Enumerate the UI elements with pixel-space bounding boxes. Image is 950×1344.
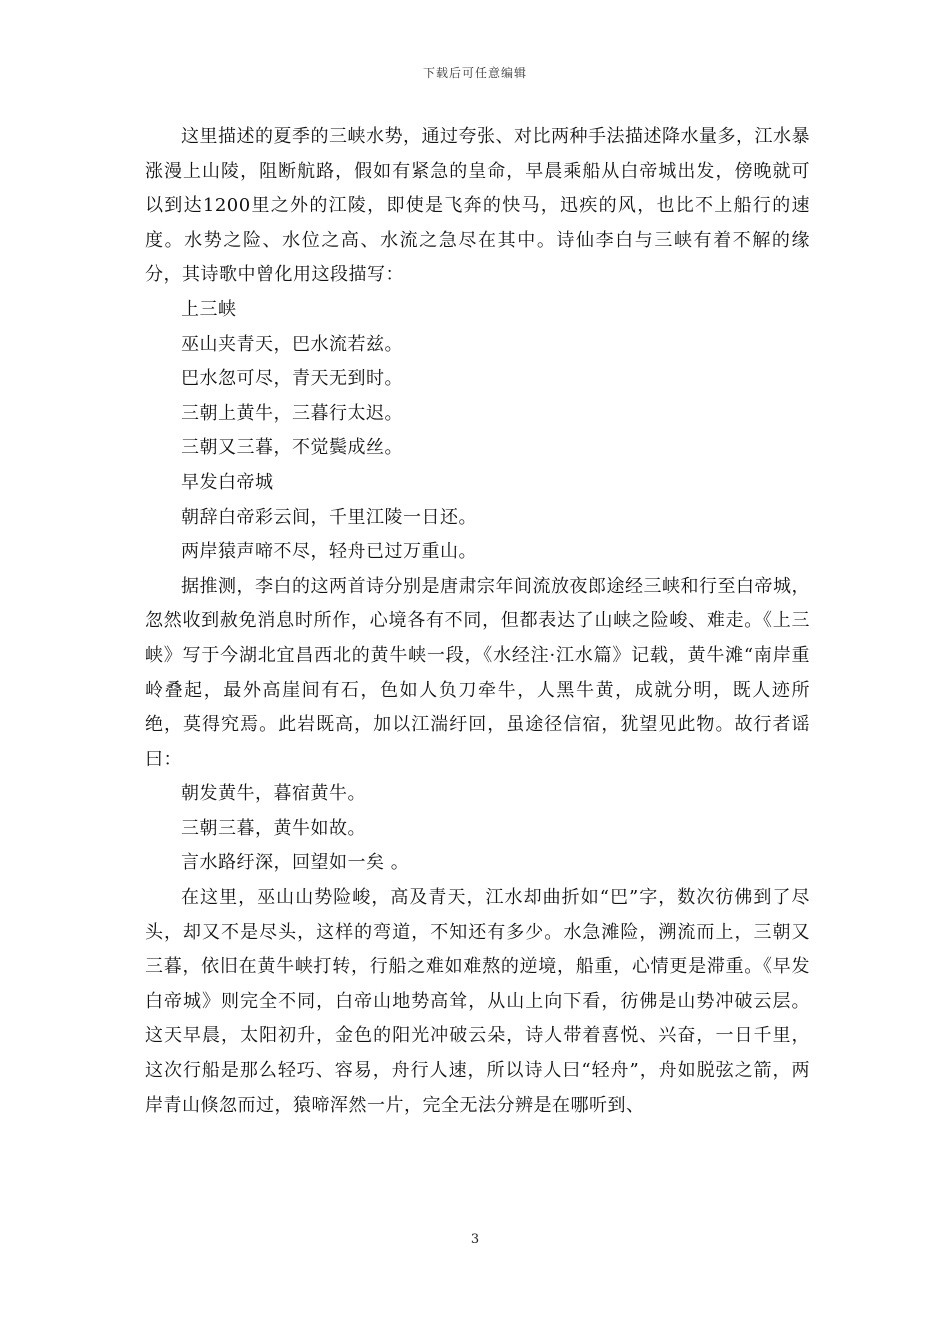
poem-line: 朝辞白帝彩云间，千里江陵一日还。 — [181, 506, 477, 528]
poem-line: 两岸猿声啼不尽，轻舟已过万重山。 — [181, 541, 477, 563]
ballad-line: 朝发黄牛，暮宿黄牛。 — [181, 783, 366, 805]
page-number: 3 — [470, 1232, 480, 1247]
ballad-line: 三朝三暮，黄牛如故。 — [181, 817, 366, 839]
ballad-line: 言水路纡深，回望如一矣 。 — [181, 852, 410, 874]
poem-line: 巫山夹青天，巴水流若兹。 — [181, 333, 403, 355]
poem-title-shang-sanxia: 上三峡 — [181, 298, 237, 320]
poem-line: 三朝又三暮，不觉鬓成丝。 — [181, 437, 403, 459]
paragraph-3: 在这里，巫山山势险峻，高及青天，江水却曲折如“巴”字，数次彷佛到了尽头，却又不是尽头，这样的弯道，不知还有多少。水急滩险，溯流而上，三朝又三暮，依旧在黄牛峡打转，行船之难如难熬的逆境，船重，心情更是滞重。《早发白帝城》则完全不同，白帝山地势高耸，从山上向下看，彷佛是山势冲破云层。这天早晨，太阳初升，金色的阳光冲破云朵，诗人带着喜悦、兴奋，一日千里，这次行船是那么轻巧、容易，舟行人速，所以诗人曰“轻舟”，舟如脱弦之箭，两岸青山倏忽而过，猿啼浑然一片，完全无法分辨是在哪听到、 — [145, 887, 810, 1116]
page-header: 下载后可任意编辑 — [422, 66, 527, 80]
document-body — [145, 120, 810, 1123]
poem-line: 三朝上黄牛，三暮行太迟。 — [181, 402, 403, 424]
poem-title-zaofa-baidicheng: 早发白帝城 — [181, 471, 274, 493]
paragraph-2: 据推测，李白的这两首诗分别是唐肃宗年间流放夜郎途经三峡和行至白帝城，忽然收到赦免消息时所作，心境各有不同，但都表达了山峡之险峻、难走。《上三峡》写于今湖北宜昌西北的黄牛峡一段，《水经注·江水篇》记载，黄牛滩“南岸重岭叠起，最外高崖间有石，色如人负刀牵牛，人黑牛黄，成就分明，既人迹所绝，莫得究焉。此岩既高，加以江湍纡回，虽途径信宿，犹望见此物。故行者谣曰： — [145, 575, 810, 770]
poem-line: 巴水忽可尽，青天无到时。 — [181, 368, 403, 390]
paragraph-1: 这里描述的夏季的三峡水势，通过夸张、对比两种手法描述降水量多，江水暴涨漫上山陵，阻断航路，假如有紧急的皇命，早晨乘船从白帝城出发，傍晚就可以到达1200里之外的江陵，即使是飞奔的快马，迅疾的风，也比不上船行的速度。水势之险、水位之高、水流之急尽在其中。诗仙李白与三峡有着不解的缘分，其诗歌中曾化用这段描写： — [145, 126, 810, 286]
